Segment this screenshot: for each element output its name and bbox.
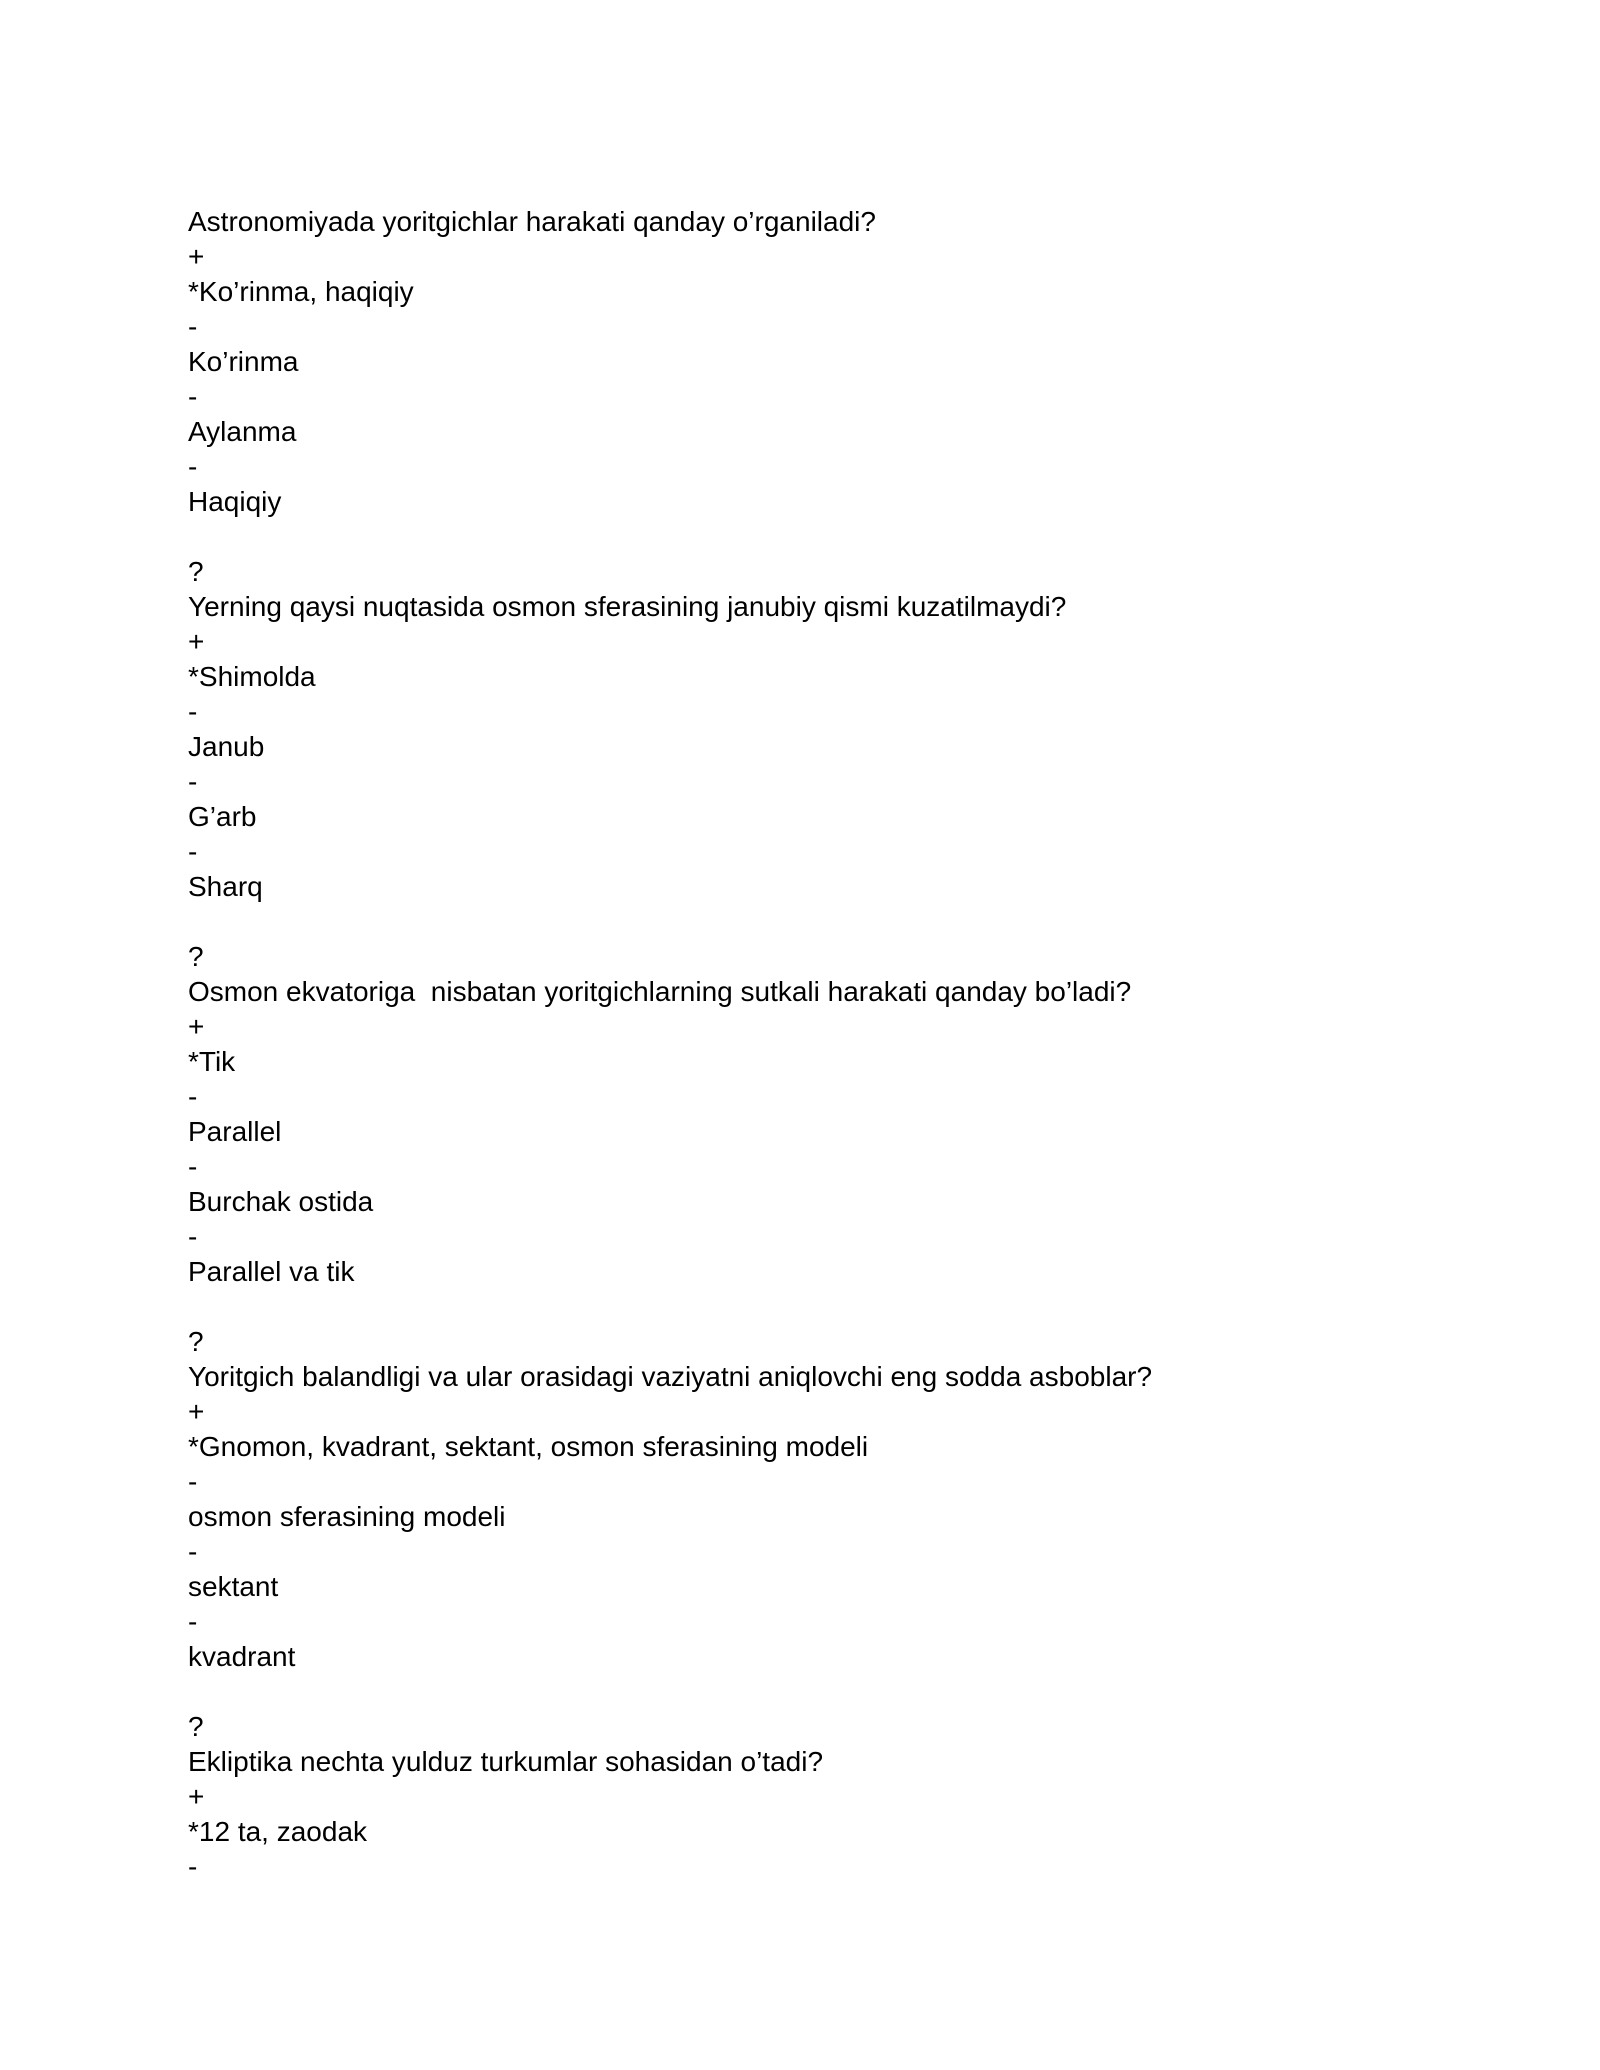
- wrong-marker: -: [188, 311, 198, 342]
- wrong-marker: -: [188, 1081, 198, 1112]
- correct-marker: +: [188, 241, 205, 272]
- wrong-answer: Sharq: [188, 871, 263, 902]
- question-block: [188, 554, 1488, 904]
- wrong-answer: Haqiqiy: [188, 486, 282, 517]
- wrong-marker: -: [188, 696, 198, 727]
- question-marker: ?: [188, 556, 204, 587]
- correct-answer: *Ko’rinma, haqiqiy: [188, 276, 414, 307]
- wrong-marker: -: [188, 766, 198, 797]
- wrong-answer: Parallel va tik: [188, 1256, 355, 1287]
- block-gap: [188, 1289, 1488, 1324]
- question-marker: ?: [188, 1326, 204, 1357]
- wrong-answer: Janub: [188, 731, 265, 762]
- wrong-answer: osmon sferasining modeli: [188, 1501, 506, 1532]
- question-block: [188, 204, 1488, 519]
- wrong-marker: -: [188, 836, 198, 867]
- wrong-marker: -: [188, 451, 198, 482]
- question-text: Yoritgich balandligi va ular orasidagi vaziyatni aniqlovchi eng sodda asboblar?: [188, 1361, 1153, 1392]
- correct-marker: +: [188, 1011, 205, 1042]
- question-text: Osmon ekvatoriga nisbatan yoritgichlarning sutkali harakati qanday bo’ladi?: [188, 976, 1132, 1007]
- correct-marker: +: [188, 1781, 205, 1812]
- wrong-marker: -: [188, 1536, 198, 1567]
- wrong-answer: kvadrant: [188, 1641, 296, 1672]
- question-text: Ekliptika nechta yulduz turkumlar sohasidan o’tadi?: [188, 1746, 824, 1777]
- wrong-answer: Parallel: [188, 1116, 282, 1147]
- correct-answer: *Shimolda: [188, 661, 316, 692]
- wrong-marker: -: [188, 1151, 198, 1182]
- wrong-answer: G’arb: [188, 801, 257, 832]
- correct-marker: +: [188, 626, 205, 657]
- wrong-answer: Ko’rinma: [188, 346, 299, 377]
- question-block: [188, 939, 1488, 1289]
- question-text: Yerning qaysi nuqtasida osmon sferasining janubiy qismi kuzatilmaydi?: [188, 591, 1067, 622]
- correct-answer: *Gnomon, kvadrant, sektant, osmon sferasining modeli: [188, 1431, 869, 1462]
- wrong-marker: -: [188, 381, 198, 412]
- question-block: [188, 1324, 1488, 1674]
- wrong-answer: Aylanma: [188, 416, 297, 447]
- quiz-content: [188, 204, 1488, 1884]
- wrong-marker: -: [188, 1606, 198, 1637]
- wrong-answer: Burchak ostida: [188, 1186, 374, 1217]
- block-gap: [188, 904, 1488, 939]
- correct-answer: *Tik: [188, 1046, 236, 1077]
- wrong-marker: -: [188, 1221, 198, 1252]
- correct-marker: +: [188, 1396, 205, 1427]
- wrong-marker: -: [188, 1851, 198, 1882]
- correct-answer: *12 ta, zaodak: [188, 1816, 368, 1847]
- wrong-answer: sektant: [188, 1571, 279, 1602]
- question-marker: ?: [188, 941, 204, 972]
- block-gap: [188, 519, 1488, 554]
- wrong-marker: -: [188, 1466, 198, 1497]
- question-marker: ?: [188, 1711, 204, 1742]
- block-gap: [188, 1674, 1488, 1709]
- question-text: Astronomiyada yoritgichlar harakati qanday o’rganiladi?: [188, 206, 876, 237]
- question-block: [188, 1709, 1488, 1884]
